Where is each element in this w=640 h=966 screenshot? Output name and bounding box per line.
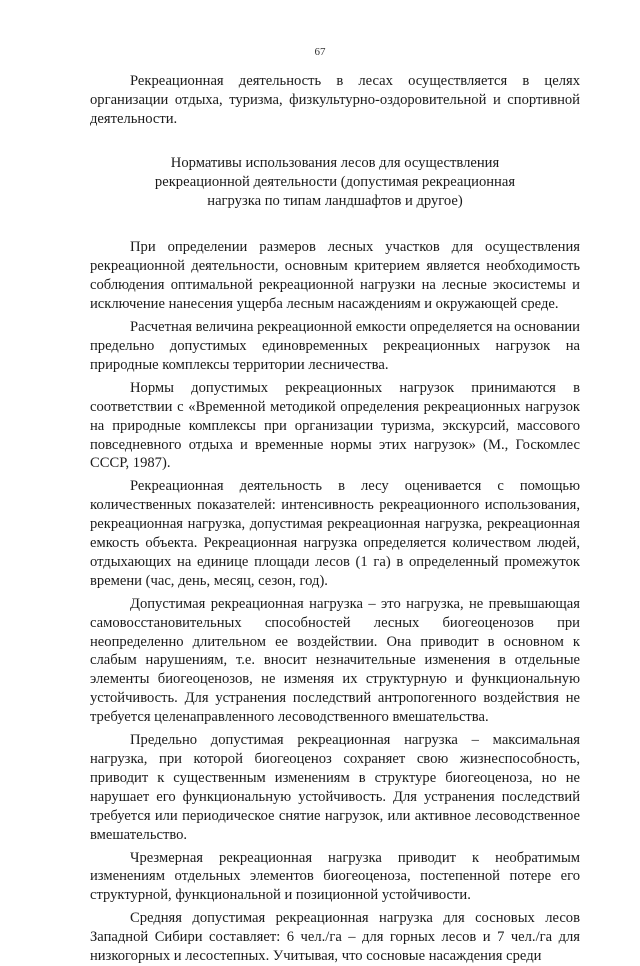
section-heading-line: нагрузка по типам ландшафтов и другое) [207, 192, 463, 209]
body-paragraph: Расчетная величина рекреационной емкости определяется на основании предельно допустимых единовременных рекреационных нагрузок на природные комплексы территории лесничества. [90, 319, 580, 373]
body-paragraph: Нормы допустимых рекреационных нагрузок принимаются в соответствии с «Временной методикой определения рекреационных нагрузок на природные комплексы при организации туризма, экскурсий, массового повседневного отдыха и временные нормы этих нагрузок» (М., Госкомлес СССР, 1987). [90, 379, 580, 472]
page-number: 67 [314, 46, 326, 58]
body-paragraph: Рекреационная деятельность в лесу оценивается с помощью количественных показателей: интенсивность рекреационного использования, рекреационная нагрузка, допустимая рекреационная нагрузка, рекреационная емкость объекта. Рекреационная нагрузка определяется количеством людей, отдыхающих на единице площади лесов (1 га) в определенный промежуток времени (час, день, месяц, сезон, год). [90, 478, 580, 589]
body-paragraph: Допустимая рекреационная нагрузка – это нагрузка, не превышающая самовосстановительных способностей лесных биогеоценозов при неопределенно длительном ее воздействии. Она приводит в основном к слабым нарушениям, т.е. вносит незначительные изменения в отдельные элементы биогеоценозов, не изменяя их структурную и функциональную устойчивость. Для устранения последствий антропогенного воздействия не требуется целенаправленного лесоводственного вмешательства. [90, 595, 580, 726]
body-paragraph: При определении размеров лесных участков для осуществления рекреационной деятельности, основным критерием является необходимость соблюдения оптимальной рекреационной нагрузки на лесные экосистемы и исключение нанесения ущерба лесным насаждениям и окружающей среде. [90, 239, 580, 313]
intro-paragraph: Рекреационная деятельность в лесах осуществляется в целях организации отдыха, туризма, физкультурно-оздоровительной и спортивной деятельности. [90, 73, 580, 127]
body-paragraph: Чрезмерная рекреационная нагрузка приводит к необратимым изменениям отдельных элементов биогеоценоза, постепенной потере его структурной, функциональной и позиционной устойчивости. [90, 849, 580, 904]
section-heading [90, 154, 580, 211]
document-body [90, 72, 580, 966]
section-heading-line: рекреационной деятельности (допустимая рекреационная [154, 173, 516, 190]
section-heading-line: Нормативы использования лесов для осуществления [170, 154, 500, 171]
body-paragraph: Средняя допустимая рекреационная нагрузка для сосновых лесов Западной Сибири составляет: 6 чел./га – для горных лесов и 7 чел./га для низкогорных и лесостепных. Учитывая, что сосновые насаждения среди [90, 910, 580, 965]
body-paragraph: Предельно допустимая рекреационная нагрузка – максимальная нагрузка, при которой биогеоценоз сохраняет свою жизнеспособность, приводит к существенным изменениям в структуре биогеоценоза, но не нарушает его функциональную устойчивость. Для устранения последствий требуется или периодическое снятие нагрузок, или активное лесоводственное вмешательство. [90, 732, 580, 843]
